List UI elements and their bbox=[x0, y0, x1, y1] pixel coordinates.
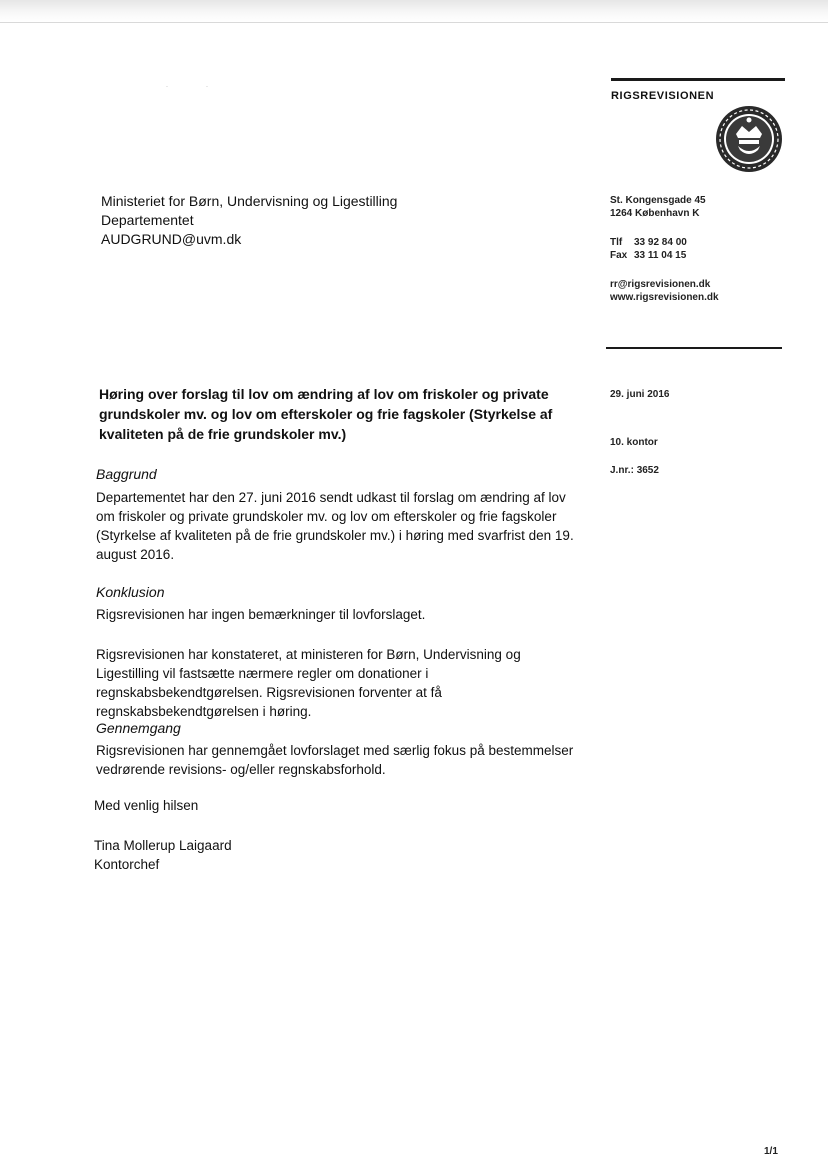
page-number: 1/1 bbox=[764, 1146, 778, 1157]
sender-email[interactable]: rr@rigsrevisionen.dk bbox=[610, 279, 711, 290]
signatory-name: Tina Mollerup Laigaard bbox=[94, 838, 232, 853]
closing-greeting: Med venlig hilsen bbox=[94, 798, 199, 813]
review-heading: Gennemgang bbox=[96, 720, 181, 736]
office-name: 10. kontor bbox=[610, 437, 658, 448]
sender-fax bbox=[610, 249, 686, 262]
recipient-line2: Departementet bbox=[101, 212, 194, 228]
fax-label: Fax bbox=[610, 250, 628, 261]
letter-subject: Høring over forslag til lov om ændring af lov om friskoler og private grundskoler mv. og lov om efterskoler og frie fagskoler (Styrkelse af kvaliteten på de frie grundskoler mv.) bbox=[99, 386, 553, 442]
phone-label: Tlf bbox=[610, 237, 623, 248]
conclusion-text: Rigsrevisionen har ingen bemærkninger til lovforslaget. bbox=[96, 607, 426, 622]
journal-number bbox=[610, 464, 659, 477]
sender-website[interactable]: www.rigsrevisionen.dk bbox=[610, 292, 719, 303]
recipient-line1: Ministeriet for Børn, Undervisning og Ligestilling bbox=[101, 193, 398, 209]
scan-edge bbox=[0, 0, 828, 23]
sender-address-line1: St. Kongensgade 45 bbox=[610, 195, 706, 206]
royal-seal-icon bbox=[714, 104, 784, 174]
sidebar-rule bbox=[606, 347, 782, 349]
jnr-label: J.nr.: bbox=[610, 465, 634, 476]
scan-specks: ·· bbox=[166, 84, 246, 90]
observation-text: Rigsrevisionen har konstateret, at ministeren for Børn, Undervisning og Ligestilling vil fastsætte nærmere regler om donationer i regnskabsbekendtgørelsen. Rigsrevisionen forventer at få regnskabsbekendtgørelsen i høring. bbox=[96, 647, 521, 719]
recipient-block bbox=[101, 192, 397, 249]
header-rule bbox=[611, 78, 785, 81]
phone-number: 33 92 84 00 bbox=[634, 237, 687, 248]
signatory-title: Kontorchef bbox=[94, 857, 160, 872]
jnr-value: 3652 bbox=[636, 465, 659, 476]
letter-date: 29. juni 2016 bbox=[610, 389, 670, 400]
background-heading: Baggrund bbox=[96, 466, 157, 482]
background-text: Departementet har den 27. juni 2016 sendt udkast til forslag om ændring af lov om friskoler og private grundskoler mv. og lov om efterskoler og frie fagskoler (Styrkelse af kvaliteten på de frie grundskoler mv.) i høring med svarfrist den 19. august 2016. bbox=[96, 490, 574, 562]
sender-name: RIGSREVISIONEN bbox=[611, 90, 715, 102]
review-text: Rigsrevisionen har gennemgået lovforslaget med særlig fokus på bestemmelser vedrørende revisions- og/eller regnskabsforhold. bbox=[96, 743, 574, 777]
conclusion-heading: Konklusion bbox=[96, 584, 165, 600]
sender-address-line2: 1264 København K bbox=[610, 208, 700, 219]
recipient-email[interactable]: AUDGRUND@uvm.dk bbox=[101, 231, 242, 247]
fax-number: 33 11 04 15 bbox=[634, 250, 687, 261]
sender-phone bbox=[610, 236, 687, 249]
